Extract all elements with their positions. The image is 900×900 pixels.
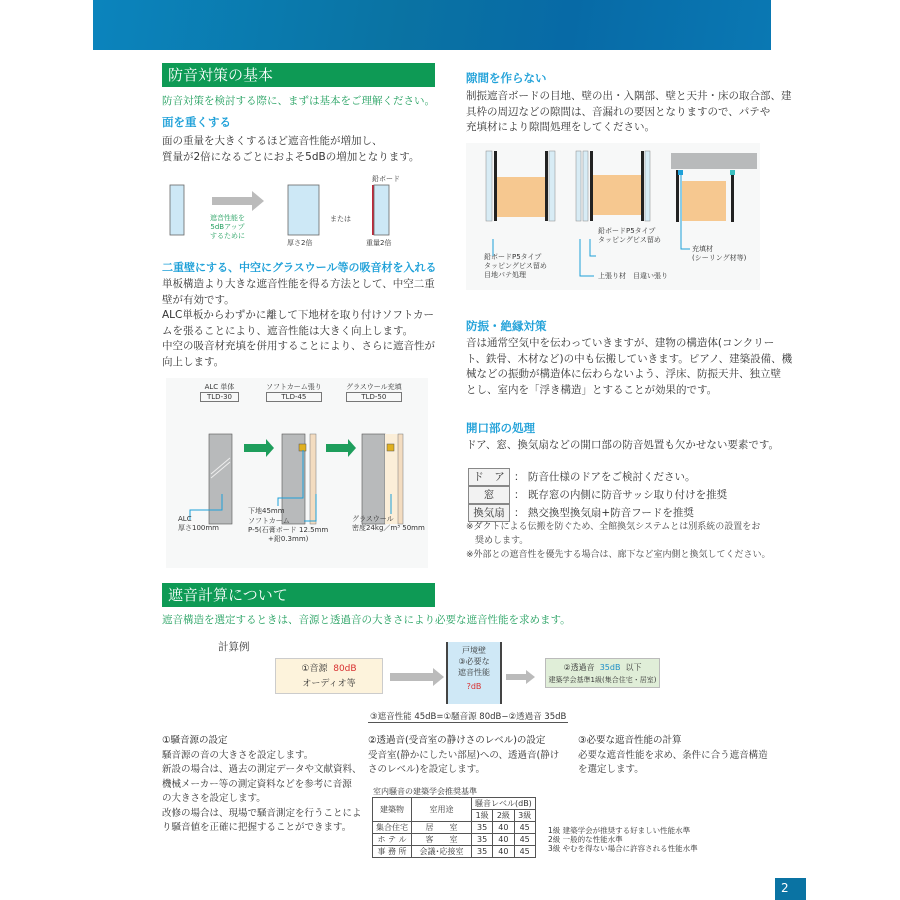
table-row: ホ テ ル 客 室 35 40 45 — [373, 834, 536, 846]
gap-diagram — [466, 143, 760, 290]
table-row: 集合住宅 居 室 35 40 45 — [373, 822, 536, 834]
weight-label: 重量2倍 — [366, 239, 392, 247]
gap-text: 制振遮音ボードの目地、壁の出・入隅部、壁と天井・床の取合部、建 具枠の周辺などの隙間は、音漏れの要因となりますので、パテや 充填材により隙間処理をしてください。 — [466, 90, 792, 133]
alc-label: ALC 厚さ100mm — [178, 515, 219, 532]
heading-heavy: 面を重くする — [162, 115, 231, 129]
opening-list — [468, 468, 727, 522]
vibration-text: 音は通常空気中を伝わっていきますが、建物の構造体(コンクリー ト、鉄骨、木材など)の中も伝搬していきます。ピアノ、建築設備、機 械などの振動が構造体に伝わらないよう、浮床、防振天井、独立壁 とし、室内を「浮き構造」とすることが効果的です。 — [466, 337, 793, 396]
or-label: または — [330, 215, 351, 223]
arrow-label: 遮音性能を 5dBアップ するために — [210, 214, 245, 240]
step-3: ③必要な遮音性能の計算 必要な遮音性能を求め、条件に合う遮音構造 を選定します。 — [578, 735, 768, 775]
calc-formula: ③遮音性能 45dB=①騒音源 80dB−②透過音 35dB — [370, 712, 567, 722]
transmitted-box: ②透過音 35dB 以下 建築学会基準1級(集合住宅・居室) — [545, 658, 660, 688]
wall-1: ALC 単体 TLD-30 — [200, 382, 239, 402]
opening-item: 換気扇 ： 熱交換型換気扇+防音フードを推奨 — [468, 504, 727, 522]
gap-label-a: 鉛ボードP5タイプ タッピングビス留め 目地パテ処理 — [484, 253, 547, 279]
softcalm-label: ソフトカーム P-5(石膏ボード 12.5mm +鉛0.3mm) — [248, 517, 329, 543]
section-title-basics: 防音対策の基本 — [162, 63, 435, 87]
heading-gap: 隙間を作らない — [466, 71, 547, 85]
step-1: ①騒音源の設定 騒音源の音の大きさを設定します。 新設の場合は、過去の測定データや文献資料、 機械メーカー等の測定資料などを参考に音源 の大きさを設定します。 改修の場合は、現場で騒音測定を行うことによ り騒音値を正確に把握することができます。 — [162, 735, 362, 833]
base-label: 下地45mm — [248, 507, 285, 515]
lead-board-label: 鉛ボード — [372, 175, 400, 183]
section-lead: 防音対策を検討する際に、まずは基本をご理解ください。 — [162, 95, 435, 107]
noise-standard-table: 建築物 室用途 騒音レベル(dB) 1級 2級 3級 集合住宅 居 室 35 40 45 ホ テ ル 客 室 35 40 45 事 務 所 会議･応接室 35 40 45 — [372, 797, 536, 858]
double-wall-diagram — [166, 378, 428, 568]
heavy-text: 面の重量を大きくするほど遮音性能が増加し、 質量が2倍になるごとにおよそ5dBの増加となります。 — [162, 135, 420, 163]
gap-label-c: 充填材 (シーリング材等) — [692, 245, 747, 262]
calc-example-label: 計算例 — [218, 641, 250, 653]
source-box: ①音源 80dB オーディオ等 — [275, 658, 383, 694]
opening-item: 窓 ： 既存窓の内側に防音サッシ取り付けを推奨 — [468, 486, 727, 504]
wall-3: グラスウール充填 TLD-50 — [346, 383, 402, 401]
thick-label: 厚さ2倍 — [287, 239, 313, 247]
opening-text: ドア、窓、換気扇などの開口部の防音処置も欠かせない要素です。 — [466, 439, 780, 451]
wall-box: 戸境壁 ③必要な 遮音性能 ?dB — [446, 642, 502, 704]
gap-label-b: 鉛ボードP5タイプ タッピングビス留め — [598, 227, 661, 244]
glasswool-label: グラスウール 密度24kg／m³ 50mm — [352, 515, 425, 532]
heading-vibration: 防振・絶縁対策 — [466, 319, 547, 333]
table-legend: 1級 建築学会が推奨する好ましい性能水準 2級 一般的な性能水準 3級 やむを得ない場合に許容される性能水準 — [548, 826, 698, 853]
page-number: 2 — [775, 878, 806, 900]
gap-label-b3: 上張り材 目違い張り — [598, 272, 668, 280]
header-band — [93, 0, 771, 50]
section-title-calc: 遮音計算について — [162, 583, 435, 607]
heading-opening: 開口部の処理 — [466, 421, 535, 435]
table-row: 事 務 所 会議･応接室 35 40 45 — [373, 846, 536, 858]
opening-notes: ※ダクトによる伝搬を防ぐため、全館換気システムとは別系統の設置をお 奨めします。 ※外部との遮音性を優先する場合は、廊下など室内側と換気してください。 — [466, 522, 771, 560]
step-2: ②透過音(受音室の静けさのレベル)の設定 受音室(静かにしたい部屋)への、透過音(静け さのレベル)を設定します。 — [368, 735, 560, 775]
opening-item: ド ア ： 防音仕様のドアをご検討ください。 — [468, 468, 727, 486]
heading-double-wall: 二重壁にする、中空にグラスウール等の吸音材を入れる — [162, 261, 437, 274]
table-caption: 室内騒音の建築学会推奨基準 — [373, 787, 477, 796]
wall-2: ソフトカーム張り TLD-45 — [266, 383, 322, 401]
section2-lead: 遮音構造を選定するときは、音源と透過音の大きさにより必要な遮音性能を求めます。 — [162, 614, 571, 626]
double-text: 単板構造より大きな遮音性能を得る方法として、中空二重 壁が有効です。 ALC単板からわずかに離して下地材を取り付けソフトカー ムを張ることにより、遮音性能は大きく向上します。 中空の吸音材充填を併用することにより、さらに遮音性が 向上します。 — [162, 278, 435, 368]
